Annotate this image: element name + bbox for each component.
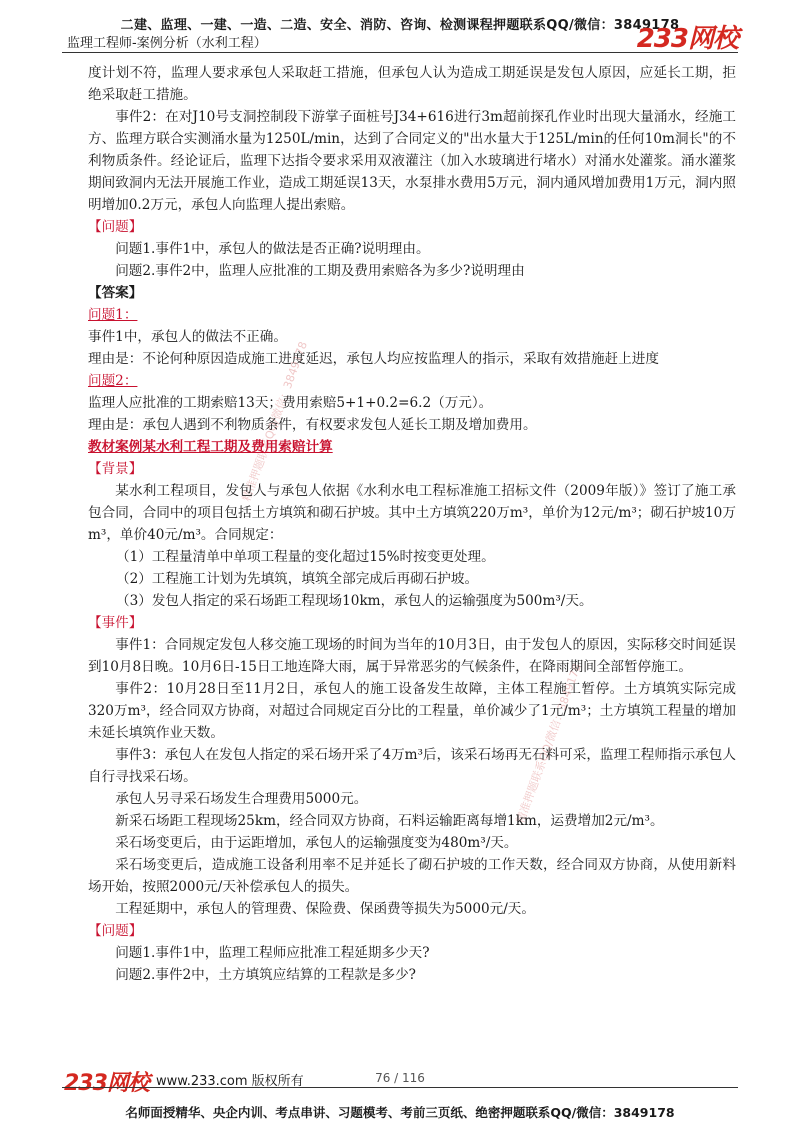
section-heading: 【事件】 [88,615,143,631]
paragraph: 事件2：10月28日至11月2日，承包人的施工设备发生故障，主体工程施工暂停。土方填筑实际完成320万m³，经合同双方协商，对超过合同规定百分比的工程量，单价减少了1元/m³；土方填筑工程量的增加未延长填筑作业天数。 [88,681,736,741]
header-contact-line: 二建、监理、一建、一造、二造、安全、消防、咨询、检测课程押题联系QQ/微信：3849178 [120,18,680,33]
paragraph: 事件1：合同规定发包人移交施工现场的时间为当年的10月3日，由于发包人的原因，实际移交时间延误到10月8日晚。10月6日-15日工地连降大雨，属于异常恶劣的气候条件，在降雨期间全部暂停施工。 [88,637,736,675]
section-heading: 【问题】 [88,923,143,939]
watermark: 精准押题联系QQ/微信：3849178 [513,661,584,826]
paragraph: 度计划不符，监理人要求承包人采取赶工措施，但承包人认为造成工期延误是发包人原因，应延长工期，拒绝采取赶工措施。 [88,65,736,103]
section-heading: 【问题】 [88,219,143,235]
list-item: （2）工程施工计划为先填筑，填筑全部完成后再砌石护坡。 [116,571,479,587]
footer-contact-line: 名师面授精华、央企内训、考点串讲、习题模考、考前三页纸、绝密押题联系QQ/微信：3849178 [125,1105,675,1120]
answer-text: 理由是：不论何种原因造成施工进度延迟，承包人均应按监理人的指示，采取有效措施赶上进度 [88,351,659,367]
section-heading: 【答案】 [88,285,143,301]
answer-text: 理由是：承包人遇到不利物质条件，有权要求发包人延长工期及增加费用。 [88,417,537,433]
paragraph: 事件2：在对J10号支洞控制段下游掌子面桩号J34+616进行3m超前探孔作业时出现大量涌水，经施工方、监理方联合实测涌水量为1250L/min，达到了合同定义的"出水量大于125L/min的任何10m洞长"的不利物质条件。经论证后，监理下达指令要求采用双液灌注（加入水玻璃进行堵水）对涌水处灌浆。涌水灌浆期间致洞内无法开展施工作业，造成工期延误13天，水泵排水费用5万元，洞内通风增加费用1万元，洞内照明增加0.2万元，承包人向监理人提出索赔。 [88,109,736,213]
brand-logo[interactable]: 233网校 [636,24,738,54]
list-item: （1）工程量清单中单项工程量的变化超过15%时按变更处理。 [116,549,495,565]
answer-text: 事件1中，承包人的做法不正确。 [88,329,287,345]
paragraph: 某水利工程项目，发包人与承包人依据《水利水电工程标准施工招标文件（2009年版）》签订了施工承包合同，合同中的项目包括土方填筑和砌石护坡。其中土方填筑220万m³，单价为12元/m³；砌石护坡10万m³，单价40元/m³。合同规定： [88,483,736,543]
list-item: （3）发包人指定的采石场距工程现场10km，承包人的运输强度为500m³/天。 [116,593,593,609]
paragraph: 新采石场距工程现场25km，经合同双方协商，石料运输距离每增1km，运费增加2元/m³。 [115,813,664,829]
document-subtitle: 监理工程师-案例分析（水利工程） [67,36,267,51]
paragraph: 采石场变更后，造成施工设备利用率不足并延长了砌石护坡的工作天数，经合同双方协商，从使用新料场开始，按照2000元/天补偿承包人的损失。 [88,857,736,895]
page-content [88,62,736,986]
paragraph: 采石场变更后，由于运距增加，承包人的运输强度变为480m³/天。 [115,835,518,851]
question: 问题2.事件2中，监理人应批准的工期及费用索赔各为多少?说明理由 [115,263,525,279]
question: 问题1.事件1中，监理工程师应批准工程延期多少天? [115,945,430,961]
footer-divider [62,1087,738,1088]
answer-label: 问题2： [88,373,138,389]
case-title: 教材案例某水利工程工期及费用索赔计算 [88,439,333,455]
answer-text: 监理人应批准的工期索赔13天；费用索赔5+1+0.2=6.2（万元）。 [88,395,493,411]
question: 问题2.事件2中，土方填筑应结算的工程款是多少? [115,967,416,983]
paragraph: 承包人另寻采石场发生合理费用5000元。 [115,791,368,807]
section-heading: 【背景】 [88,461,143,477]
footer-site-link[interactable]: www.233.com 版权所有 [156,1074,304,1089]
question: 问题1.事件1中，承包人的做法是否正确?说明理由。 [115,241,430,257]
header-divider [62,52,738,53]
paragraph: 事件3：承包人在发包人指定的采石场开采了4万m³后，该采石场再无石料可采，监理工程师指示承包人自行寻找采石场。 [88,747,736,785]
footer-logo[interactable]: 233网校 [64,1071,149,1096]
answer-label: 问题1： [88,307,138,323]
page-number: 76 / 116 [375,1071,425,1085]
paragraph: 工程延期中，承包人的管理费、保险费、保函费等损失为5000元/天。 [115,901,535,917]
watermark: 精准押题联系QQ/微信：3849178 [239,339,310,504]
